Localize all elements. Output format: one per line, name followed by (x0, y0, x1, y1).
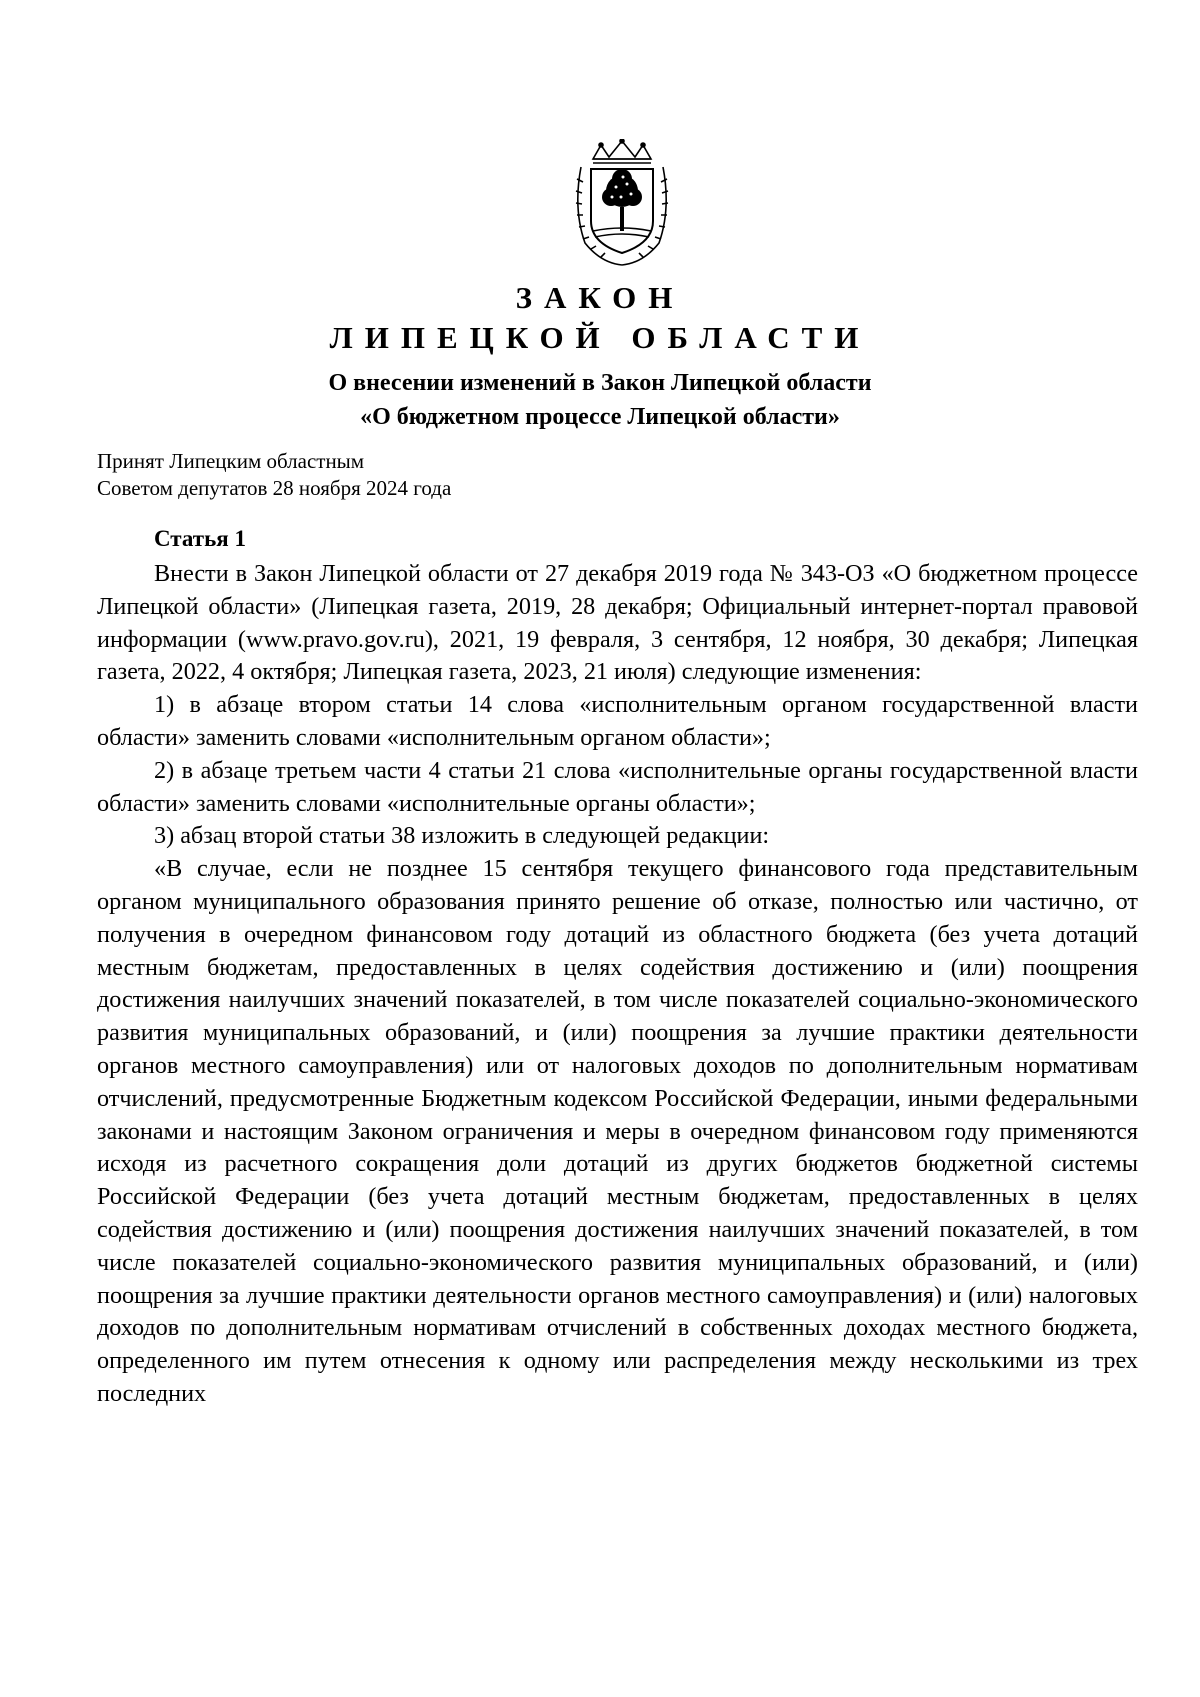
adoption-line-2: Советом депутатов 28 ноября 2024 года (97, 476, 452, 500)
law-subject (0, 366, 1200, 434)
paragraph-item-3: 3) абзац второй статьи 38 изложить в следующей редакции: (154, 822, 770, 850)
article-heading: Статья 1 (154, 526, 246, 551)
law-title: ЗАКОН (515, 280, 685, 315)
paragraph-new-text: «В случае, если не позднее 15 сентября текущего финансового года представительным органом муниципального образования принято решение об отказе, полностью или частично, от получения в очередном финансовом году дотаций из областного бюджета (без учета дотаций местным бюджетам, предоставленных в целях содействия достижению и (или) поощрения достижения наилучших значений показателей, в том числе показателей социально-экономического развития муниципальных образований, и (или) поощрения за лучшие практики деятельности органов местного самоуправления) или от налоговых доходов по дополнительным нормативам отчислений, предусмотренные Бюджетным кодексом Российской Федерации, иными федеральными законами и настоящим Законом ограничения и меры в очередном финансовом году применяются исходя из расчетного сокращения доли дотаций из других бюджетов бюджетной системы Российской Федерации (без учета дотаций местным бюджетам, предоставленных в целях содействия достижению и (или) поощрения достижения наилучших значений показателей, в том числе показателей социально-экономического развития муниципальных образований, и (или) поощрения за лучшие практики деятельности органов местного самоуправления) и (или) налоговых доходов по дополнительным нормативам отчислений в собственных доходах местного бюджета, определенного им путем отнесения к одному или распределения между несколькими из трех последних (97, 855, 1138, 1407)
adoption-note (97, 448, 797, 502)
subtitle-line-1: О внесении изменений в Закон Липецкой области (328, 370, 872, 396)
subtitle-line-2: «О бюджетном процессе Липецкой области» (360, 404, 840, 430)
law-region: ЛИПЕЦКОЙ ОБЛАСТИ (329, 320, 871, 355)
paragraph-intro: Внести в Закон Липецкой области от 27 декабря 2019 года № 343-ОЗ «О бюджетном процессе Липецкой области» (Липецкая газета, 2019, 28 декабря; Официальный интернет-портал правовой информации (www.pravo.gov.ru), 2021, 19 февраля, 3 сентября, 12 ноября, 30 декабря; Липецкая газета, 2022, 4 октября; Липецкая газета, 2023, 21 июля) следующие изменения: (97, 560, 1138, 686)
coat-of-arms-emblem (571, 139, 673, 267)
paragraph-item-2: 2) в абзаце третьем части 4 статьи 21 слова «исполнительные органы государственной власти области» заменить словами «исполнительные органы области»; (97, 756, 1138, 817)
paragraph-item-1: 1) в абзаце втором статьи 14 слова «исполнительным органом государственной власти области» заменить словами «исполнительным органом области»; (97, 691, 1138, 751)
article-body (97, 558, 1138, 1411)
adoption-line-1: Принят Липецким областным (97, 449, 365, 473)
